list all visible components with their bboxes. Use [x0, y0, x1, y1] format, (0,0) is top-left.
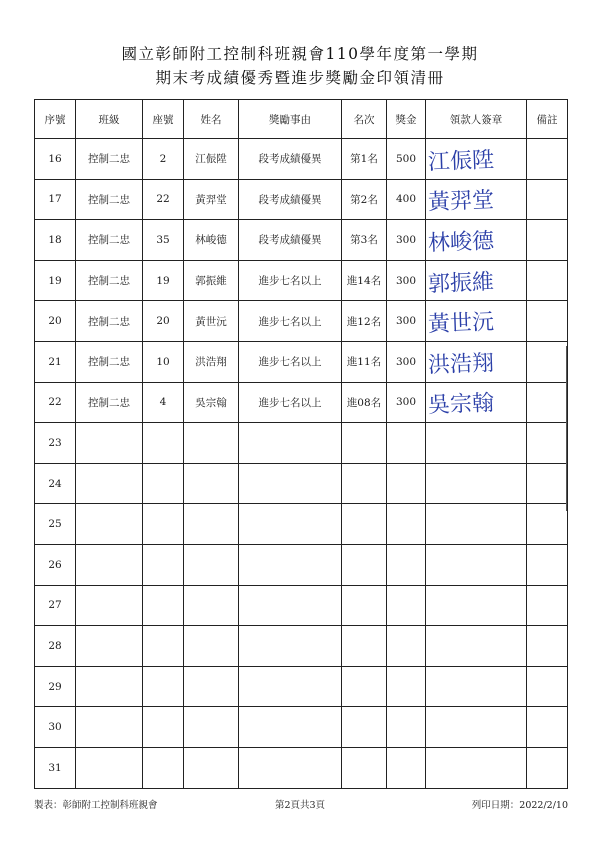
handwritten-signature	[426, 182, 518, 216]
cell-name	[184, 707, 239, 748]
cell-rank: 第1名	[342, 139, 387, 180]
cell-amount: 300	[387, 260, 426, 301]
cell-reason	[239, 544, 342, 585]
header-rank: 名次	[342, 100, 387, 139]
cell-name	[184, 504, 239, 545]
cell-seq: 27	[35, 585, 76, 626]
cell-amount: 300	[387, 220, 426, 261]
cell-name	[184, 626, 239, 667]
cell-name: 黃世沅	[184, 301, 239, 342]
cell-note	[527, 626, 568, 667]
signature-text: 洪浩翔	[427, 350, 495, 379]
cell-rank	[342, 585, 387, 626]
cell-rank: 進12名	[342, 301, 387, 342]
cell-class: 控制二忠	[76, 301, 143, 342]
cell-amount	[387, 666, 426, 707]
cell-note	[527, 666, 568, 707]
cell-class: 控制二忠	[76, 179, 143, 220]
cell-note	[527, 341, 568, 382]
cell-note	[527, 747, 568, 788]
cell-name	[184, 544, 239, 585]
cell-name: 郭振維	[184, 260, 239, 301]
cell-reason: 進步七名以上	[239, 260, 342, 301]
table-row	[35, 382, 568, 423]
cell-class: 控制二忠	[76, 382, 143, 423]
cell-name: 吳宗翰	[184, 382, 239, 423]
cell-name	[184, 666, 239, 707]
handwritten-signature	[426, 264, 518, 298]
signature-cell	[426, 585, 527, 626]
cell-name: 黃羿堂	[184, 179, 239, 220]
handwritten-signature	[426, 507, 518, 541]
cell-reason: 進步七名以上	[239, 301, 342, 342]
cell-amount: 400	[387, 179, 426, 220]
cell-rank: 第2名	[342, 179, 387, 220]
handwritten-signature	[426, 548, 518, 582]
cell-class: 控制二忠	[76, 220, 143, 261]
table-row	[35, 707, 568, 748]
signature-cell	[426, 382, 527, 423]
signature-cell	[426, 504, 527, 545]
header-note: 備註	[527, 100, 568, 139]
cell-note	[527, 139, 568, 180]
cell-seq: 17	[35, 179, 76, 220]
cell-reason	[239, 666, 342, 707]
cell-class	[76, 747, 143, 788]
cell-amount: 300	[387, 382, 426, 423]
cell-amount: 500	[387, 139, 426, 180]
cell-rank	[342, 747, 387, 788]
cell-rank: 第3名	[342, 220, 387, 261]
cell-class: 控制二忠	[76, 341, 143, 382]
cell-name	[184, 423, 239, 464]
signature-cell	[426, 220, 527, 261]
handwritten-signature	[426, 588, 518, 622]
handwritten-signature	[426, 304, 518, 338]
header-reason: 獎勵事由	[239, 100, 342, 139]
cell-note	[527, 585, 568, 626]
table-row	[35, 544, 568, 585]
cell-seat: 22	[143, 179, 184, 220]
cell-seq: 28	[35, 626, 76, 667]
award-roster-table	[34, 99, 568, 789]
cell-seq: 21	[35, 341, 76, 382]
cell-reason	[239, 423, 342, 464]
cell-class	[76, 666, 143, 707]
table-row	[35, 504, 568, 545]
cell-rank: 進14名	[342, 260, 387, 301]
cell-class	[76, 463, 143, 504]
cell-rank: 進08名	[342, 382, 387, 423]
handwritten-signature	[426, 710, 518, 744]
cell-amount	[387, 585, 426, 626]
signature-cell	[426, 301, 527, 342]
signature-cell	[426, 463, 527, 504]
signature-cell	[426, 341, 527, 382]
handwritten-signature	[426, 751, 518, 785]
cell-rank	[342, 423, 387, 464]
scan-artifact-line	[566, 346, 567, 511]
handwritten-signature	[426, 345, 518, 379]
cell-reason	[239, 626, 342, 667]
signature-cell	[426, 423, 527, 464]
handwritten-signature	[426, 223, 518, 257]
cell-seq: 30	[35, 707, 76, 748]
document-title-line2: 期末考成績優秀暨進步獎勵金印領清冊	[155, 69, 445, 87]
cell-seq: 29	[35, 666, 76, 707]
header-seq: 序號	[35, 100, 76, 139]
cell-seat	[143, 585, 184, 626]
header-signature: 領款人簽章	[426, 100, 527, 139]
table-row	[35, 220, 568, 261]
cell-seat: 19	[143, 260, 184, 301]
cell-rank	[342, 544, 387, 585]
cell-seat	[143, 423, 184, 464]
cell-seq: 25	[35, 504, 76, 545]
header-name: 姓名	[184, 100, 239, 139]
signature-cell	[426, 707, 527, 748]
cell-amount	[387, 463, 426, 504]
cell-rank: 進11名	[342, 341, 387, 382]
cell-amount: 300	[387, 341, 426, 382]
cell-name: 江侲陞	[184, 139, 239, 180]
table-row	[35, 260, 568, 301]
table-row	[35, 301, 568, 342]
signature-cell	[426, 544, 527, 585]
cell-class: 控制二忠	[76, 260, 143, 301]
cell-note	[527, 301, 568, 342]
signature-cell	[426, 260, 527, 301]
cell-reason: 進步七名以上	[239, 341, 342, 382]
header-class: 班級	[76, 100, 143, 139]
cell-amount: 300	[387, 301, 426, 342]
cell-reason: 段考成績優異	[239, 139, 342, 180]
cell-seq: 19	[35, 260, 76, 301]
table-row	[35, 626, 568, 667]
signature-text: 郭振維	[427, 269, 495, 297]
handwritten-signature	[426, 629, 518, 663]
cell-class: 控制二忠	[76, 139, 143, 180]
cell-seat	[143, 666, 184, 707]
cell-seat: 2	[143, 139, 184, 180]
cell-name	[184, 585, 239, 626]
cell-amount	[387, 707, 426, 748]
cell-note	[527, 544, 568, 585]
header-seat: 座號	[143, 100, 184, 139]
cell-rank	[342, 666, 387, 707]
cell-amount	[387, 423, 426, 464]
table-row	[35, 341, 568, 382]
signature-cell	[426, 747, 527, 788]
cell-seat: 10	[143, 341, 184, 382]
footer-maker: 製表：彰師附工控制科班親會	[34, 800, 158, 811]
cell-amount	[387, 747, 426, 788]
cell-seat	[143, 707, 184, 748]
cell-seat: 4	[143, 382, 184, 423]
signature-cell	[426, 179, 527, 220]
signature-cell	[426, 139, 527, 180]
cell-name: 林峻德	[184, 220, 239, 261]
cell-reason	[239, 504, 342, 545]
cell-reason	[239, 707, 342, 748]
handwritten-signature	[426, 142, 518, 176]
cell-seat: 20	[143, 301, 184, 342]
cell-name: 洪浩翔	[184, 341, 239, 382]
cell-seq: 23	[35, 423, 76, 464]
handwritten-signature	[426, 670, 518, 704]
handwritten-signature	[426, 467, 518, 501]
table-row	[35, 747, 568, 788]
cell-seat	[143, 463, 184, 504]
cell-seat	[143, 504, 184, 545]
signature-text: 黃羿堂	[427, 188, 495, 216]
cell-rank	[342, 707, 387, 748]
cell-note	[527, 220, 568, 261]
signature-text: 吳宗翰	[427, 391, 495, 419]
cell-note	[527, 260, 568, 301]
cell-rank	[342, 463, 387, 504]
table-row	[35, 139, 568, 180]
cell-reason: 段考成績優異	[239, 220, 342, 261]
cell-seq: 24	[35, 463, 76, 504]
handwritten-signature	[426, 385, 518, 419]
cell-reason	[239, 585, 342, 626]
cell-reason	[239, 463, 342, 504]
cell-name	[184, 463, 239, 504]
cell-seq: 31	[35, 747, 76, 788]
table-row	[35, 585, 568, 626]
cell-class	[76, 585, 143, 626]
cell-seq: 18	[35, 220, 76, 261]
cell-note	[527, 423, 568, 464]
cell-class	[76, 423, 143, 464]
cell-note	[527, 463, 568, 504]
cell-rank	[342, 626, 387, 667]
cell-seq: 26	[35, 544, 76, 585]
signature-text: 林峻德	[427, 229, 495, 257]
cell-note	[527, 382, 568, 423]
cell-class	[76, 544, 143, 585]
cell-seq: 20	[35, 301, 76, 342]
cell-name	[184, 747, 239, 788]
cell-seat: 35	[143, 220, 184, 261]
table-row	[35, 463, 568, 504]
cell-seat	[143, 747, 184, 788]
cell-note	[527, 504, 568, 545]
table-header-row	[35, 100, 568, 139]
cell-seq: 16	[35, 139, 76, 180]
cell-seat	[143, 544, 184, 585]
cell-reason	[239, 747, 342, 788]
cell-note	[527, 707, 568, 748]
cell-amount	[387, 544, 426, 585]
header-amount: 獎金	[387, 100, 426, 139]
cell-reason: 段考成績優異	[239, 179, 342, 220]
footer-print-date: 列印日期：2022/2/10	[471, 800, 568, 811]
signature-cell	[426, 626, 527, 667]
cell-amount	[387, 626, 426, 667]
table-row	[35, 666, 568, 707]
cell-reason: 進步七名以上	[239, 382, 342, 423]
table-row	[35, 423, 568, 464]
table-row	[35, 179, 568, 220]
signature-text: 黃世沅	[427, 310, 495, 338]
cell-class	[76, 707, 143, 748]
handwritten-signature	[426, 426, 518, 460]
document-title-line1: 國立彰師附工控制科班親會110學年度第一學期	[121, 45, 479, 63]
cell-seq: 22	[35, 382, 76, 423]
cell-seat	[143, 626, 184, 667]
footer-page-number: 第2頁共3頁	[274, 800, 326, 811]
cell-note	[527, 179, 568, 220]
signature-text: 江侲陞	[427, 147, 495, 176]
cell-rank	[342, 504, 387, 545]
cell-class	[76, 504, 143, 545]
cell-class	[76, 626, 143, 667]
cell-amount	[387, 504, 426, 545]
signature-cell	[426, 666, 527, 707]
